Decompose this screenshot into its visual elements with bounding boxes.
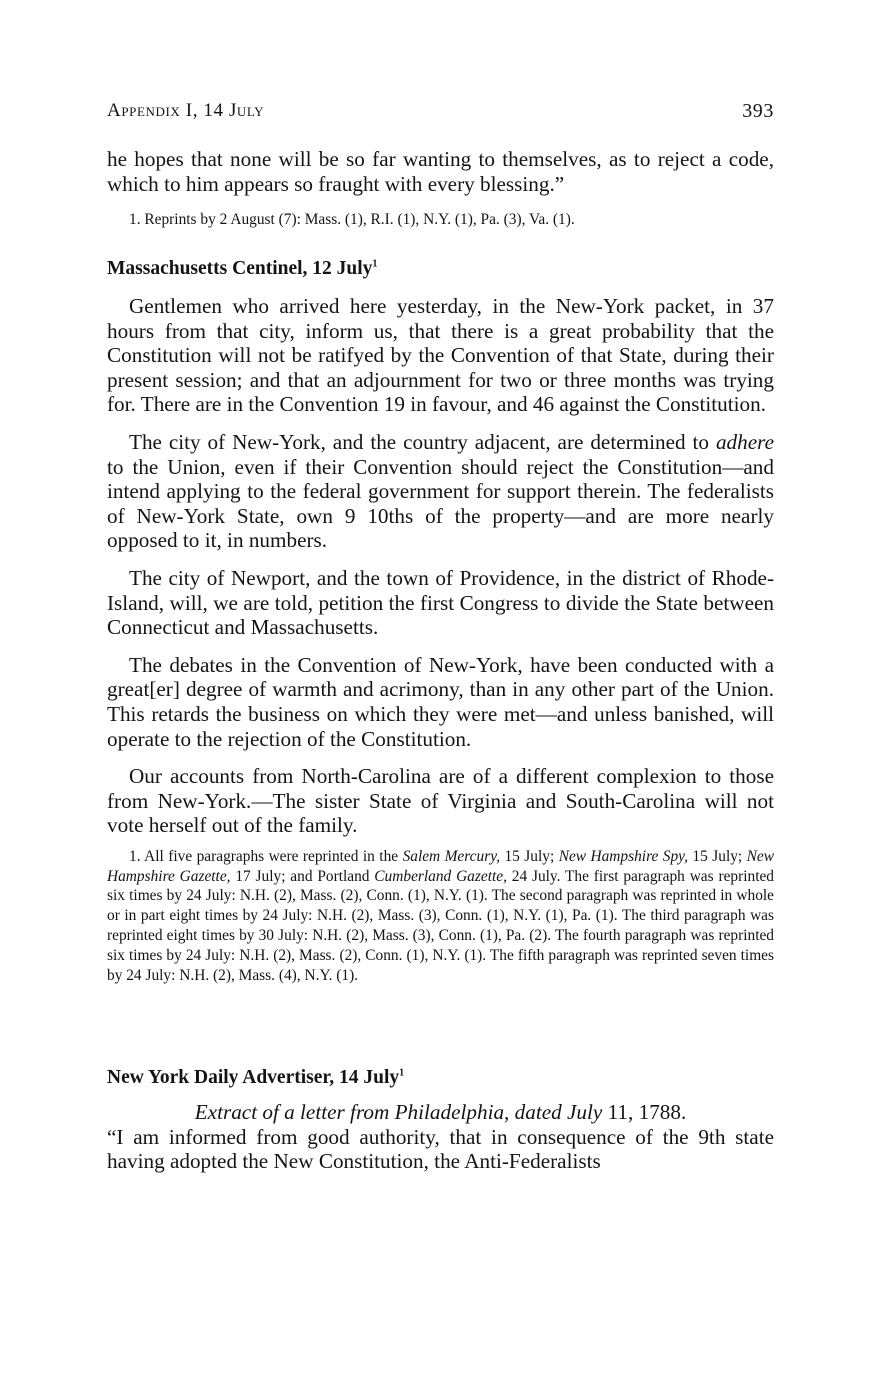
- centinel-paragraph-1: Gentlemen who arrived here yesterday, in the New-York packet, in 37 hours from that city, inform us, that there is a great probability that the Constitution will not be ratifyed by the Convention of that State, during their present session; and that an adjournment for two or three months was trying for. There are in the Convention 19 in favour, and 46 against the Constitution.: [107, 294, 774, 417]
- centinel-paragraph-2: The city of New-York, and the country adjacent, are determined to adhere to the Union, even if their Convention should reject the Constitution—and intend applying to the federal government for support therein. The federalists of New-York State, own 9 10ths of the property—and are more nearly opposed to it, in numbers.: [107, 429, 774, 553]
- centinel-footnote: 1. All five paragraphs were reprinted in the Salem Mercury, 15 July; New Hampshire Spy, 15 July; New Hampshire Gazette, 17 July; and Portland Cumberland Gazette, 24 July. The first paragraph was reprinted six times by 24 July: N.H. (2), Mass. (2), Conn. (1), N.Y. (1). The second paragraph was reprinted in whole or in part eight times by 24 July: N.H. (2), Mass. (3), Conn. (1), N.Y. (1), Pa. (1). The third paragraph was reprinted eight times by 30 July: N.H. (2), Mass. (3), Conn. (1), Pa. (2). The fourth paragraph was reprinted six times by 24 July: N.H. (2), Mass. (2), Conn. (1), N.Y. (1). The fifth paragraph was reprinted seven times by 24 July: N.H. (2), Mass. (4), N.Y. (1).: [107, 847, 775, 984]
- running-head-title: Appendix I, 14 July: [107, 100, 265, 121]
- centinel-section: [107, 257, 774, 985]
- running-head: [107, 100, 774, 126]
- advertiser-note-marker: 1: [399, 1067, 405, 1079]
- advertiser-section: [107, 1066, 774, 1174]
- centinel-note-marker: 1: [372, 258, 378, 270]
- advertiser-heading: New York Daily Advertiser, 14 July$^1$: [107, 1067, 405, 1088]
- centinel-paragraph-4: The debates in the Convention of New-York, have been conducted with a great[er] degree of warmth and acrimony, than in any other part of the Union. This retards the business on which they were met—and unless banished, will operate to the rejection of the Constitution.: [107, 652, 774, 751]
- carryover-footnote: 1. Reprints by 2 August (7): Mass. (1), R.I. (1), N.Y. (1), Pa. (3), Va. (1).: [129, 211, 575, 229]
- carryover-paragraph: he hopes that none will be so far wanting to themselves, as to reject a code, which to him appears so fraught with every blessing.”: [107, 147, 774, 196]
- advertiser-paragraph: “I am informed from good authority, that in consequence of the 9th state having adopted the New Constitution, the Anti-Federalists: [107, 1124, 774, 1174]
- letter-extract-line: Extract of a letter from Philadelphia, dated July 11, 1788.: [194, 1100, 687, 1124]
- page-number: 393: [742, 100, 774, 122]
- centinel-paragraph-5: Our accounts from North-Carolina are of a different complexion to those from New-York.—The sister State of Virginia and South-Carolina will not vote herself out of the family.: [107, 764, 774, 838]
- centinel-paragraph-3: The city of Newport, and the town of Providence, in the district of Rhode-Island, will, we are told, petition the first Congress to divide the State between Connecticut and Massachusetts.: [107, 565, 774, 640]
- carryover-section: [107, 147, 774, 230]
- centinel-heading: Massachusetts Centinel, 12 July$^1$: [107, 258, 378, 279]
